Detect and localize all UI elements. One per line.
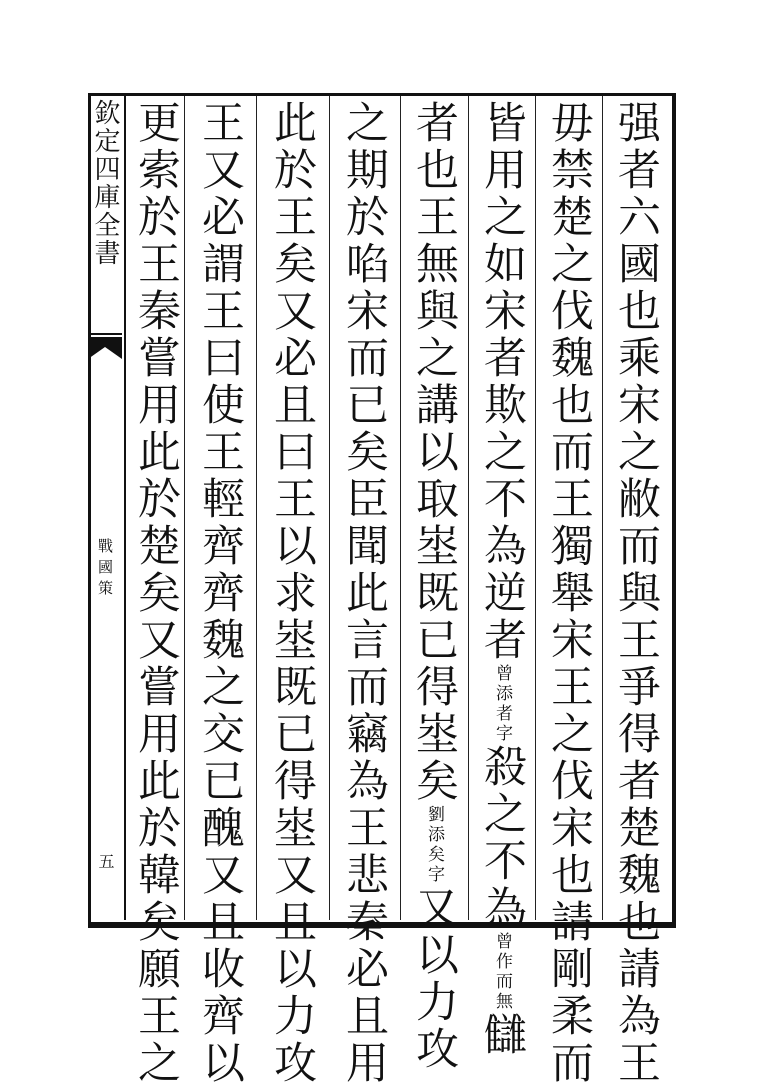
column-text: 此於王矣又必且曰王以求埊既已得埊又且以力攻 [267, 100, 317, 1087]
text-column-2 [541, 100, 597, 1087]
annotation-note: 劉添矣字 [424, 805, 444, 885]
fishtail-mark-icon [88, 333, 122, 363]
text-column-3 [474, 100, 530, 1059]
column-text: 强者六國也乘宋之敝而與王爭得者楚魏也請為王 [611, 100, 661, 1087]
column-divider [329, 96, 330, 920]
annotation-note: 曾作而無 [492, 932, 512, 1012]
text-column-7 [192, 100, 248, 1087]
column-text: 皆用之如宋者欺之不為逆者 [477, 100, 527, 664]
text-column-8 [128, 100, 184, 1087]
column-text: 毋禁楚之伐魏也而王獨舉宋王之伐宋也請剛柔而 [544, 100, 594, 1087]
text-column-1 [608, 100, 664, 1087]
annotation-note: 曾添者字 [492, 664, 512, 744]
column-text: 讎 [477, 1012, 527, 1059]
frame-right-rule [672, 93, 676, 926]
column-text: 王又必謂王曰使王輕齊齊魏之交已醜又且收齊以 [195, 100, 245, 1087]
strip-divider [124, 96, 126, 920]
column-divider [535, 96, 536, 920]
page-number: 五 [96, 853, 115, 869]
column-divider [602, 96, 603, 920]
column-divider [256, 96, 257, 920]
column-text: 者也王無與之講以取埊既已得埊矣 [409, 100, 459, 805]
collection-title: 欽定四庫全書 [90, 99, 120, 267]
text-column-4 [406, 100, 462, 1073]
book-title: 戰國策 [96, 538, 114, 601]
text-column-5 [336, 100, 392, 1087]
column-text: 殺之不為 [477, 744, 527, 932]
column-text: 之期於啗宋而已矣臣聞此言而竊為王悲秦必且用 [339, 100, 389, 1087]
column-divider [184, 96, 185, 920]
column-text: 又以力攻 [409, 885, 459, 1073]
column-text: 更索於王秦嘗用此於楚矣又嘗用此於韓矣願王之 [131, 100, 181, 1087]
column-divider [400, 96, 401, 920]
column-divider [468, 96, 469, 920]
heading-strip [88, 93, 122, 926]
text-column-6 [264, 100, 320, 1087]
